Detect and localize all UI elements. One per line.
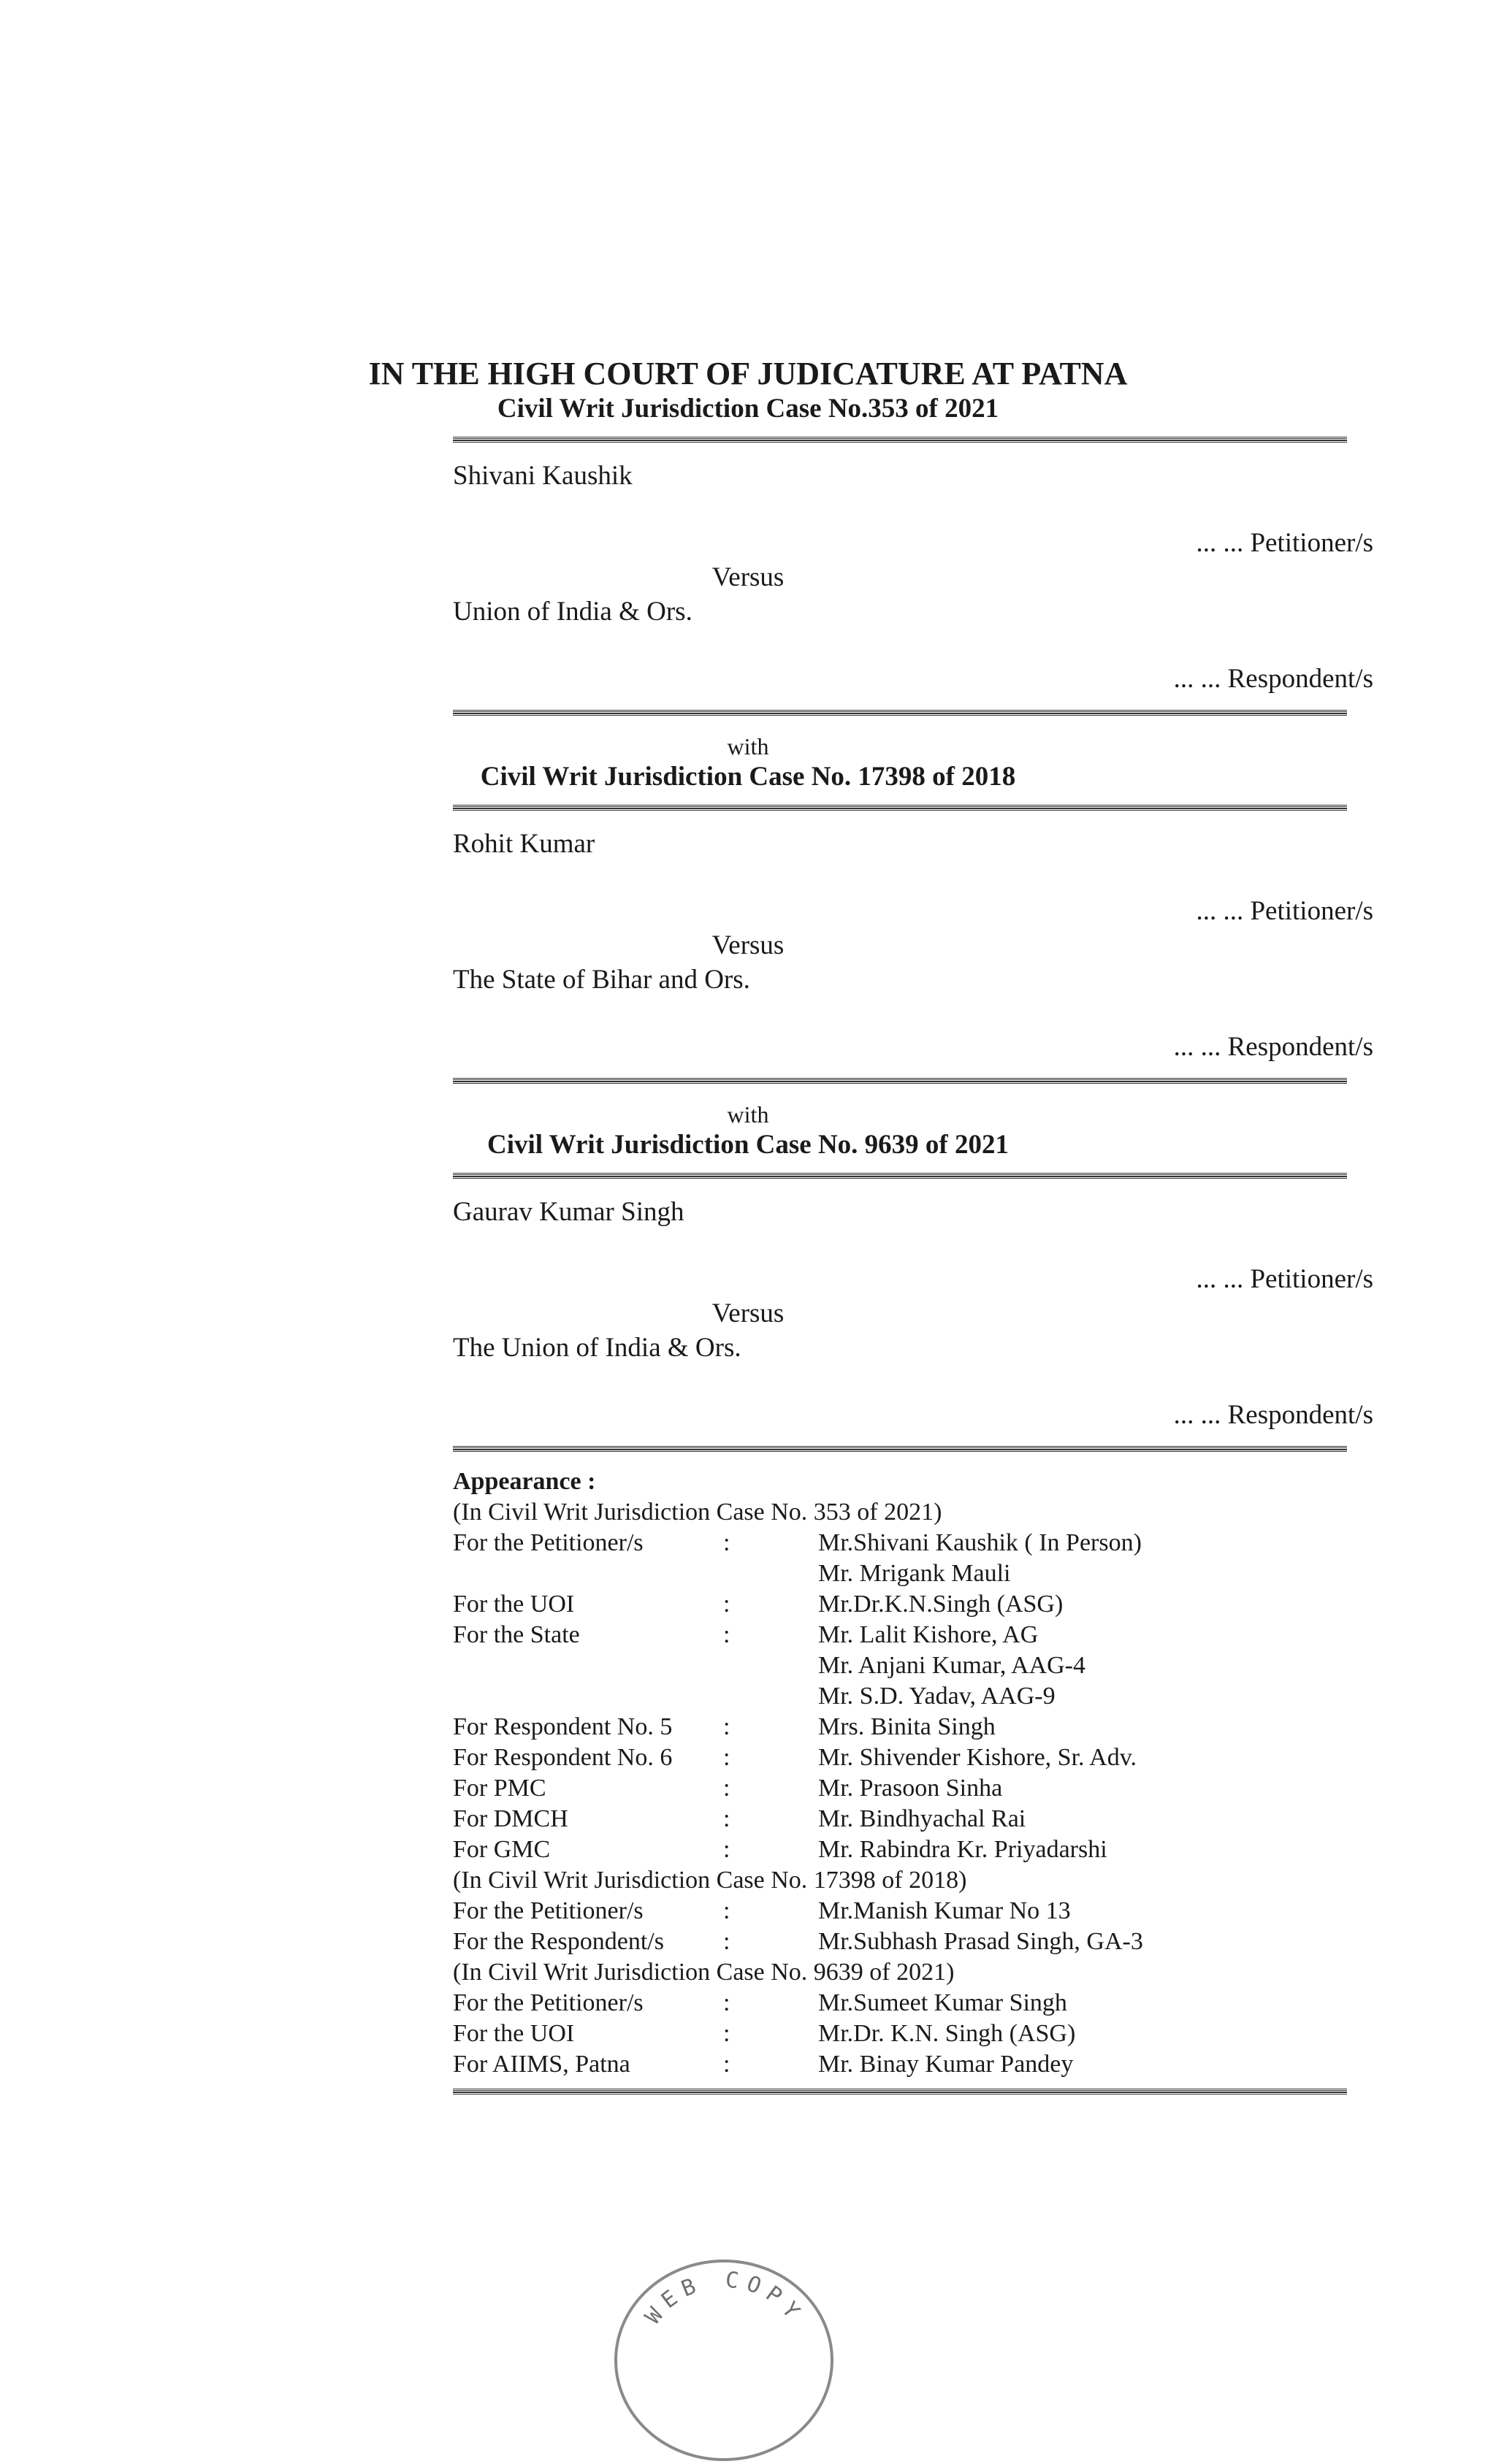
petitioner-name: Gaurav Kumar Singh (453, 1197, 684, 1227)
with-label: with (727, 1101, 769, 1128)
appearance-label: For Respondent No. 6 (453, 1744, 673, 1771)
separator (453, 2089, 1347, 2094)
respondent-role: ... ... Respondent/s (1173, 1032, 1373, 1062)
appearance-label: For the State (453, 1621, 580, 1648)
appearance-counsel: Mr. Binay Kumar Pandey (818, 2051, 1074, 2078)
separator (453, 1173, 1347, 1179)
case-title-2: Civil Writ Jurisdiction Case No. 17398 of 2018 (480, 762, 1016, 792)
respondent-name: The Union of India & Ors. (453, 1333, 741, 1363)
appearance-label: For the Petitioner/s (453, 1897, 644, 1924)
separator (453, 710, 1347, 716)
appearance-colon: : (723, 1805, 730, 1832)
appearance-colon: : (723, 2051, 730, 2078)
appearance-colon: : (723, 2020, 730, 2047)
appearance-counsel: Mrs. Binita Singh (818, 1713, 996, 1740)
separator (453, 805, 1347, 811)
appearance-label: For the UOI (453, 2020, 575, 2047)
respondent-role: ... ... Respondent/s (1173, 1400, 1373, 1430)
appearance-counsel: Mr.Shivani Kaushik ( In Person) (818, 1529, 1142, 1556)
appearance-heading: Appearance : (453, 1468, 596, 1495)
appearance-label: For AIIMS, Patna (453, 2051, 630, 2078)
appearance-colon: : (723, 1713, 730, 1740)
appearance-colon: : (723, 1989, 730, 2016)
appearance-colon: : (723, 1775, 730, 1802)
appearance-counsel: Mr.Subhash Prasad Singh, GA-3 (818, 1928, 1143, 1955)
versus-label: Versus (711, 1298, 785, 1328)
petitioner-name: Rohit Kumar (453, 829, 595, 859)
appearance-colon: : (723, 1621, 730, 1648)
appearance-label: For the UOI (453, 1591, 575, 1618)
appearance-label: For the Petitioner/s (453, 1989, 644, 2016)
appearance-counsel: Mr. Anjani Kumar, AAG-4 (818, 1652, 1085, 1679)
appearance-label: For DMCH (453, 1805, 568, 1832)
separator (453, 1078, 1347, 1084)
appearance-subheading: (In Civil Writ Jurisdiction Case No. 353 of 2021) (453, 1499, 942, 1526)
appearance-counsel: Mr. Shivender Kishore, Sr. Adv. (818, 1744, 1137, 1771)
appearance-colon: : (723, 1529, 730, 1556)
appearance-label: For Respondent No. 5 (453, 1713, 673, 1740)
petitioner-role: ... ... Petitioner/s (1196, 896, 1373, 926)
web-copy-stamp (612, 2257, 836, 2464)
respondent-name: Union of India & Ors. (453, 597, 692, 627)
respondent-role: ... ... Respondent/s (1173, 664, 1373, 694)
court-title: IN THE HIGH COURT OF JUDICATURE AT PATNA (368, 356, 1128, 391)
appearance-subheading: (In Civil Writ Jurisdiction Case No. 17398 of 2018) (453, 1867, 967, 1894)
appearance-colon: : (723, 1897, 730, 1924)
appearance-counsel: Mr. Rabindra Kr. Priyadarshi (818, 1836, 1107, 1863)
respondent-name: The State of Bihar and Ors. (453, 965, 750, 995)
appearance-counsel: Mr. Mrigank Mauli (818, 1560, 1011, 1587)
separator (453, 1446, 1347, 1452)
appearance-counsel: Mr.Dr. K.N. Singh (ASG) (818, 2020, 1076, 2047)
with-label: with (727, 733, 769, 760)
appearance-counsel: Mr. Lalit Kishore, AG (818, 1621, 1039, 1648)
appearance-counsel: Mr.Dr.K.N.Singh (ASG) (818, 1591, 1064, 1618)
petitioner-name: Shivani Kaushik (453, 461, 633, 491)
appearance-colon: : (723, 1744, 730, 1771)
separator (453, 437, 1347, 443)
appearance-counsel: Mr. Bindhyachal Rai (818, 1805, 1026, 1832)
case-title-1: Civil Writ Jurisdiction Case No.353 of 2021 (497, 394, 999, 424)
stamp-text: WEB COPY (640, 2267, 809, 2330)
appearance-colon: : (723, 1836, 730, 1863)
appearance-colon: : (723, 1928, 730, 1955)
appearance-label: For PMC (453, 1775, 546, 1802)
petitioner-role: ... ... Petitioner/s (1196, 528, 1373, 558)
appearance-counsel: Mr. S.D. Yadav, AAG-9 (818, 1683, 1056, 1710)
appearance-colon: : (723, 1591, 730, 1618)
petitioner-role: ... ... Petitioner/s (1196, 1264, 1373, 1294)
appearance-counsel: Mr.Manish Kumar No 13 (818, 1897, 1071, 1924)
appearance-label: For the Respondent/s (453, 1928, 664, 1955)
case-title-3: Civil Writ Jurisdiction Case No. 9639 of 2021 (487, 1130, 1009, 1160)
versus-label: Versus (711, 562, 785, 592)
appearance-label: For the Petitioner/s (453, 1529, 644, 1556)
appearance-counsel: Mr.Sumeet Kumar Singh (818, 1989, 1067, 2016)
versus-label: Versus (711, 930, 785, 960)
appearance-subheading: (In Civil Writ Jurisdiction Case No. 9639 of 2021) (453, 1959, 955, 1986)
appearance-counsel: Mr. Prasoon Sinha (818, 1775, 1003, 1802)
appearance-label: For GMC (453, 1836, 551, 1863)
